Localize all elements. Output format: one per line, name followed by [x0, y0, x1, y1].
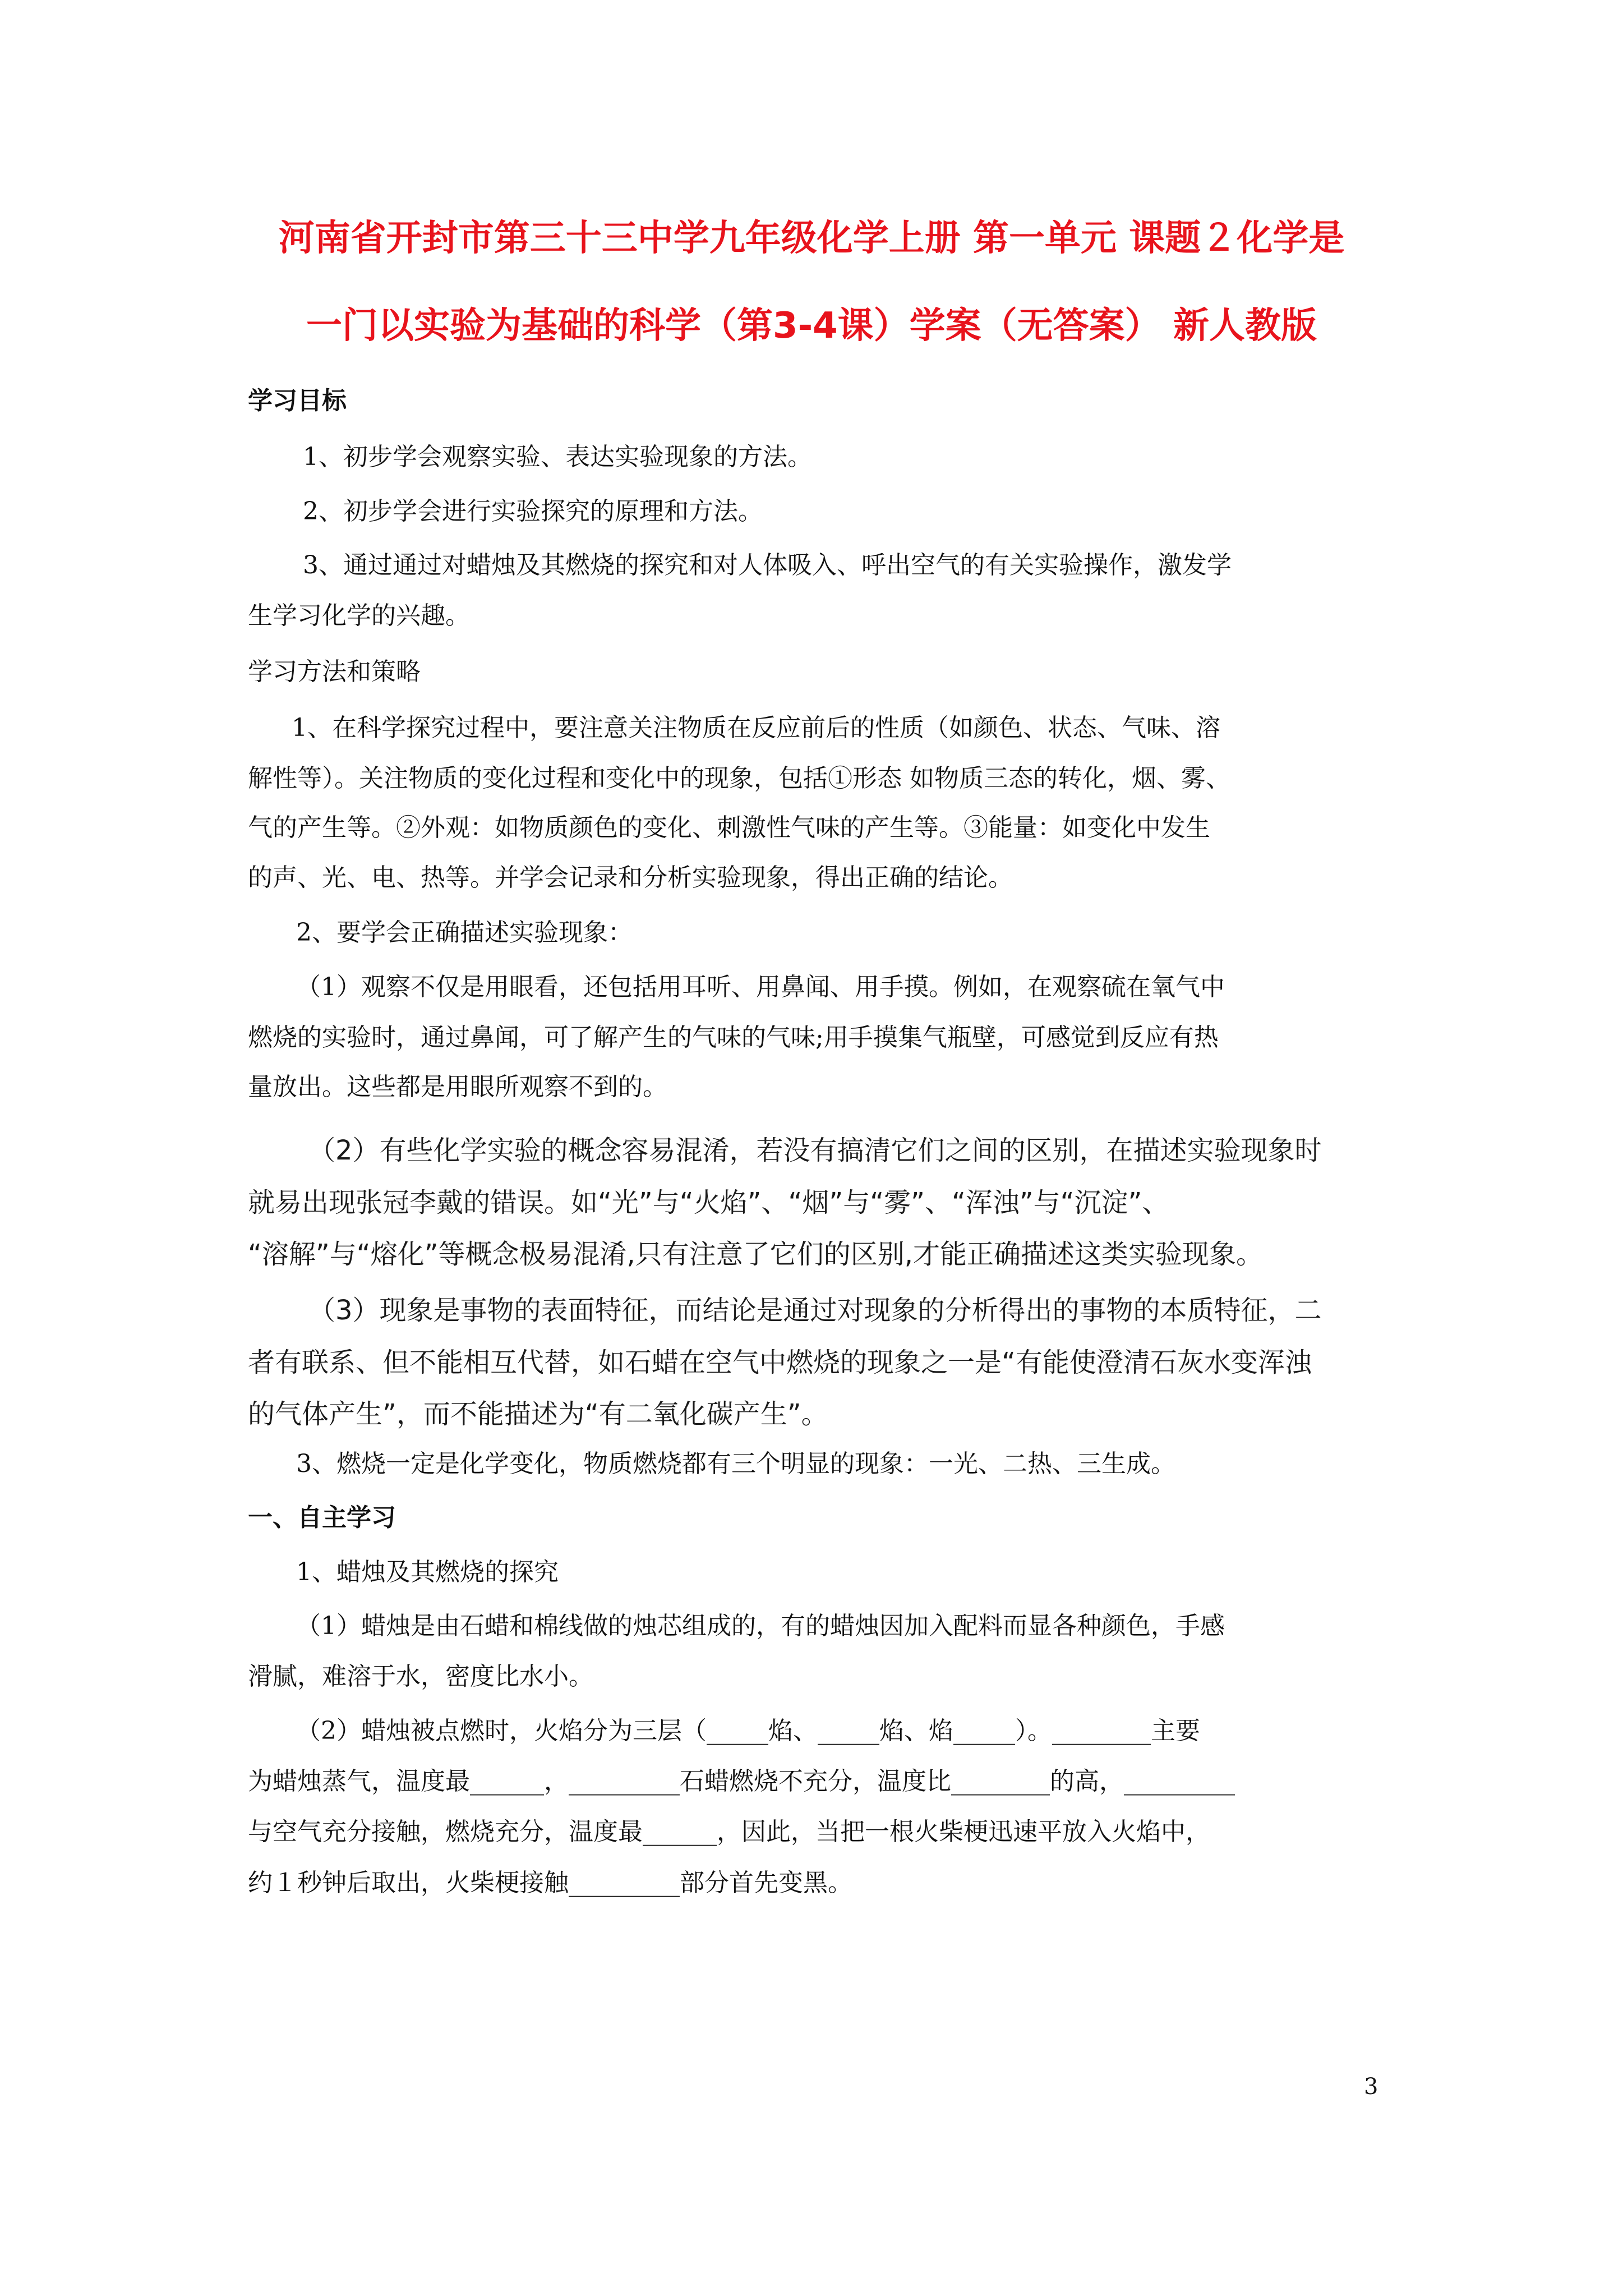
title-line-2: 一门以实验为基础的科学（第3-4课）学案（无答案） 新人教版	[306, 305, 1317, 347]
methods-p2-3-line-2: 者有联系、但不能相互代替，如石蜡在空气中燃烧的现象之一是“有能使澄清石灰水变浑浊	[248, 1347, 1312, 1378]
objectives-heading: 学习目标	[248, 386, 347, 415]
self-study-s1-2-line-1: （2）蜡烛被点燃时，火焰分为三层（_____焰、_____焰、焰_____）。________主要	[296, 1717, 1200, 1745]
methods-p2-1-line-2: 燃烧的实验时，通过鼻闻，可了解产生的气味的气味;用手摸集气瓶壁，可感觉到反应有热	[248, 1023, 1219, 1052]
methods-p2: 2、要学会正确描述实验现象：	[296, 918, 633, 947]
methods-p2-3-line-1: （3）现象是事物的表面特征，而结论是通过对现象的分析得出的事物的本质特征，二	[308, 1295, 1322, 1326]
methods-p2-2-line-1: （2）有些化学实验的概念容易混淆，若没有搞清它们之间的区别，在描述实验现象时	[308, 1135, 1322, 1166]
self-study-s1-2-line-3: 与空气充分接触，燃烧充分，温度最______，因此，当把一根火柴梗迅速平放入火焰中，	[248, 1818, 1210, 1846]
self-study-s1-1-line-1: （1）蜡烛是由石蜡和棉线做的烛芯组成的，有的蜡烛因加入配料而显各种颜色，手感	[296, 1612, 1225, 1640]
self-study-s1-2-line-2: 为蜡烛蒸气，温度最______，_________石蜡燃烧不充分，温度比________的高，_________	[248, 1767, 1235, 1796]
methods-p2-3-line-3: 的气体产生”，而不能描述为“有二氧化碳产生”。	[248, 1398, 828, 1430]
self-study-s1-2-line-4: 约１秒钟后取出，火柴梗接触_________部分首先变黑。	[248, 1869, 852, 1897]
methods-p1-line-2: 解性等）。关注物质的变化过程和变化中的现象，包括①形态 如物质三态的转化，烟、雾、	[248, 764, 1230, 793]
methods-p3: 3、燃烧一定是化学变化，物质燃烧都有三个明显的现象：一光、二热、三生成。	[296, 1450, 1175, 1478]
objective-item-3-line-2: 生学习化学的兴趣。	[248, 601, 470, 630]
title-line-1: 河南省开封市第三十三中学九年级化学上册 第一单元 课题２化学是	[278, 218, 1345, 259]
methods-p2-2-line-3: “溶解”与“熔化”等概念极易混淆,只有注意了它们的区别,才能正确描述这类实验现象。	[248, 1239, 1263, 1270]
page-number: 3	[1364, 2074, 1378, 2100]
methods-p1-line-1: 1、在科学探究过程中，要注意关注物质在反应前后的性质（如颜色、状态、气味、溶	[292, 714, 1220, 742]
objective-item-1: 1、初步学会观察实验、表达实验现象的方法。	[303, 443, 812, 471]
methods-heading: 学习方法和策略	[248, 657, 421, 686]
methods-p2-1-line-1: （1）观察不仅是用眼看，还包括用耳听、用鼻闻、用手摸。例如，在观察硫在氧气中	[296, 973, 1225, 1001]
methods-p2-2-line-2: 就易出现张冠李戴的错误。如“光”与“火焰”、“烟”与“雾”、“浑浊”与“沉淀”、	[248, 1187, 1169, 1218]
objective-item-3-line-1: 3、通过通过对蜡烛及其燃烧的探究和对人体吸入、呼出空气的有关实验操作，激发学	[303, 551, 1232, 579]
methods-p1-line-4: 的声、光、电、热等。并学会记录和分析实验现象，得出正确的结论。	[248, 863, 1013, 892]
methods-p1-line-3: 气的产生等。②外观：如物质颜色的变化、刺激性气味的产生等。③能量：如变化中发生	[248, 813, 1210, 842]
objective-item-2: 2、初步学会进行实验探究的原理和方法。	[303, 497, 763, 526]
methods-p2-1-line-3: 量放出。这些都是用眼所观察不到的。	[248, 1073, 667, 1101]
self-study-s1-1-line-2: 滑腻，难溶于水，密度比水小。	[248, 1662, 593, 1691]
self-study-heading: 一、自主学习	[248, 1503, 396, 1532]
self-study-s1: 1、蜡烛及其燃烧的探究	[296, 1558, 559, 1586]
